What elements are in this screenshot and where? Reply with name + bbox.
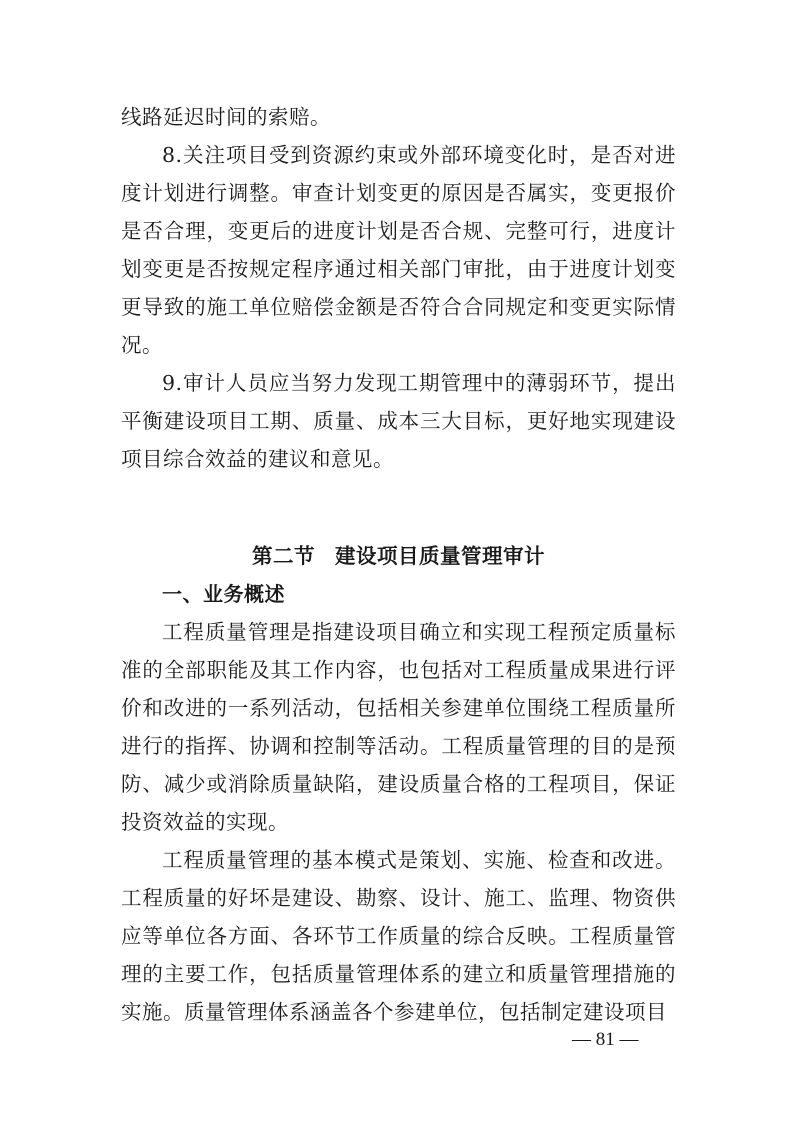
paragraph-overview-2: 工程质量管理的基本模式是策划、实施、检查和改进。工程质量的好坏是建设、勘察、设计、施工、监理、物资供应等单位各方面、各环节工作质量的综合反映。工程质量管理的主要工作，包括质量管理体系的建立和质量管理措施的实施。质量管理体系涵盖各个参建单位，包括制定建设项目 [121,848,676,1024]
section-number: 第二节 [252,544,315,568]
document-page [121,98,676,1031]
paragraph-overview-1: 工程质量管理是指建设项目确立和实现工程预定质量标准的全部职能及其工作内容，也包括对工程质量成果进行评价和改进的一系列活动，包括相关参建单位围绕工程质量所进行的指挥、协调和控制等活动。工程质量管理的目的是预防、减少或消除质量缺陷，建设质量合格的工程项目，保证投资效益的实现。 [121,620,676,834]
subsection-heading: 一、业务概述 [162,582,285,606]
section-title-text: 建设项目质量管理审计 [335,544,545,568]
paragraph-continued: 线路延迟时间的索赔。 [121,105,331,129]
paragraph-item-9: 9.审计人员应当努力发现工期管理中的薄弱环节，提出平衡建设项目工期、质量、成本三大目标，更好地实现建设项目综合效益的建议和意见。 [121,371,676,471]
page-number: — 81 — [572,1029,639,1050]
paragraph-item-8: 8.关注项目受到资源约束或外部环境变化时，是否对进度计划进行调整。审查计划变更的原因是否属实，变更报价是否合理，变更后的进度计划是否合规、完整可行，进度计划变更是否按规定程序通过相关部门审批，由于进度计划变更导致的施工单位赔偿金额是否符合合同规定和变更实际情况。 [121,143,676,357]
section-heading [121,537,676,575]
